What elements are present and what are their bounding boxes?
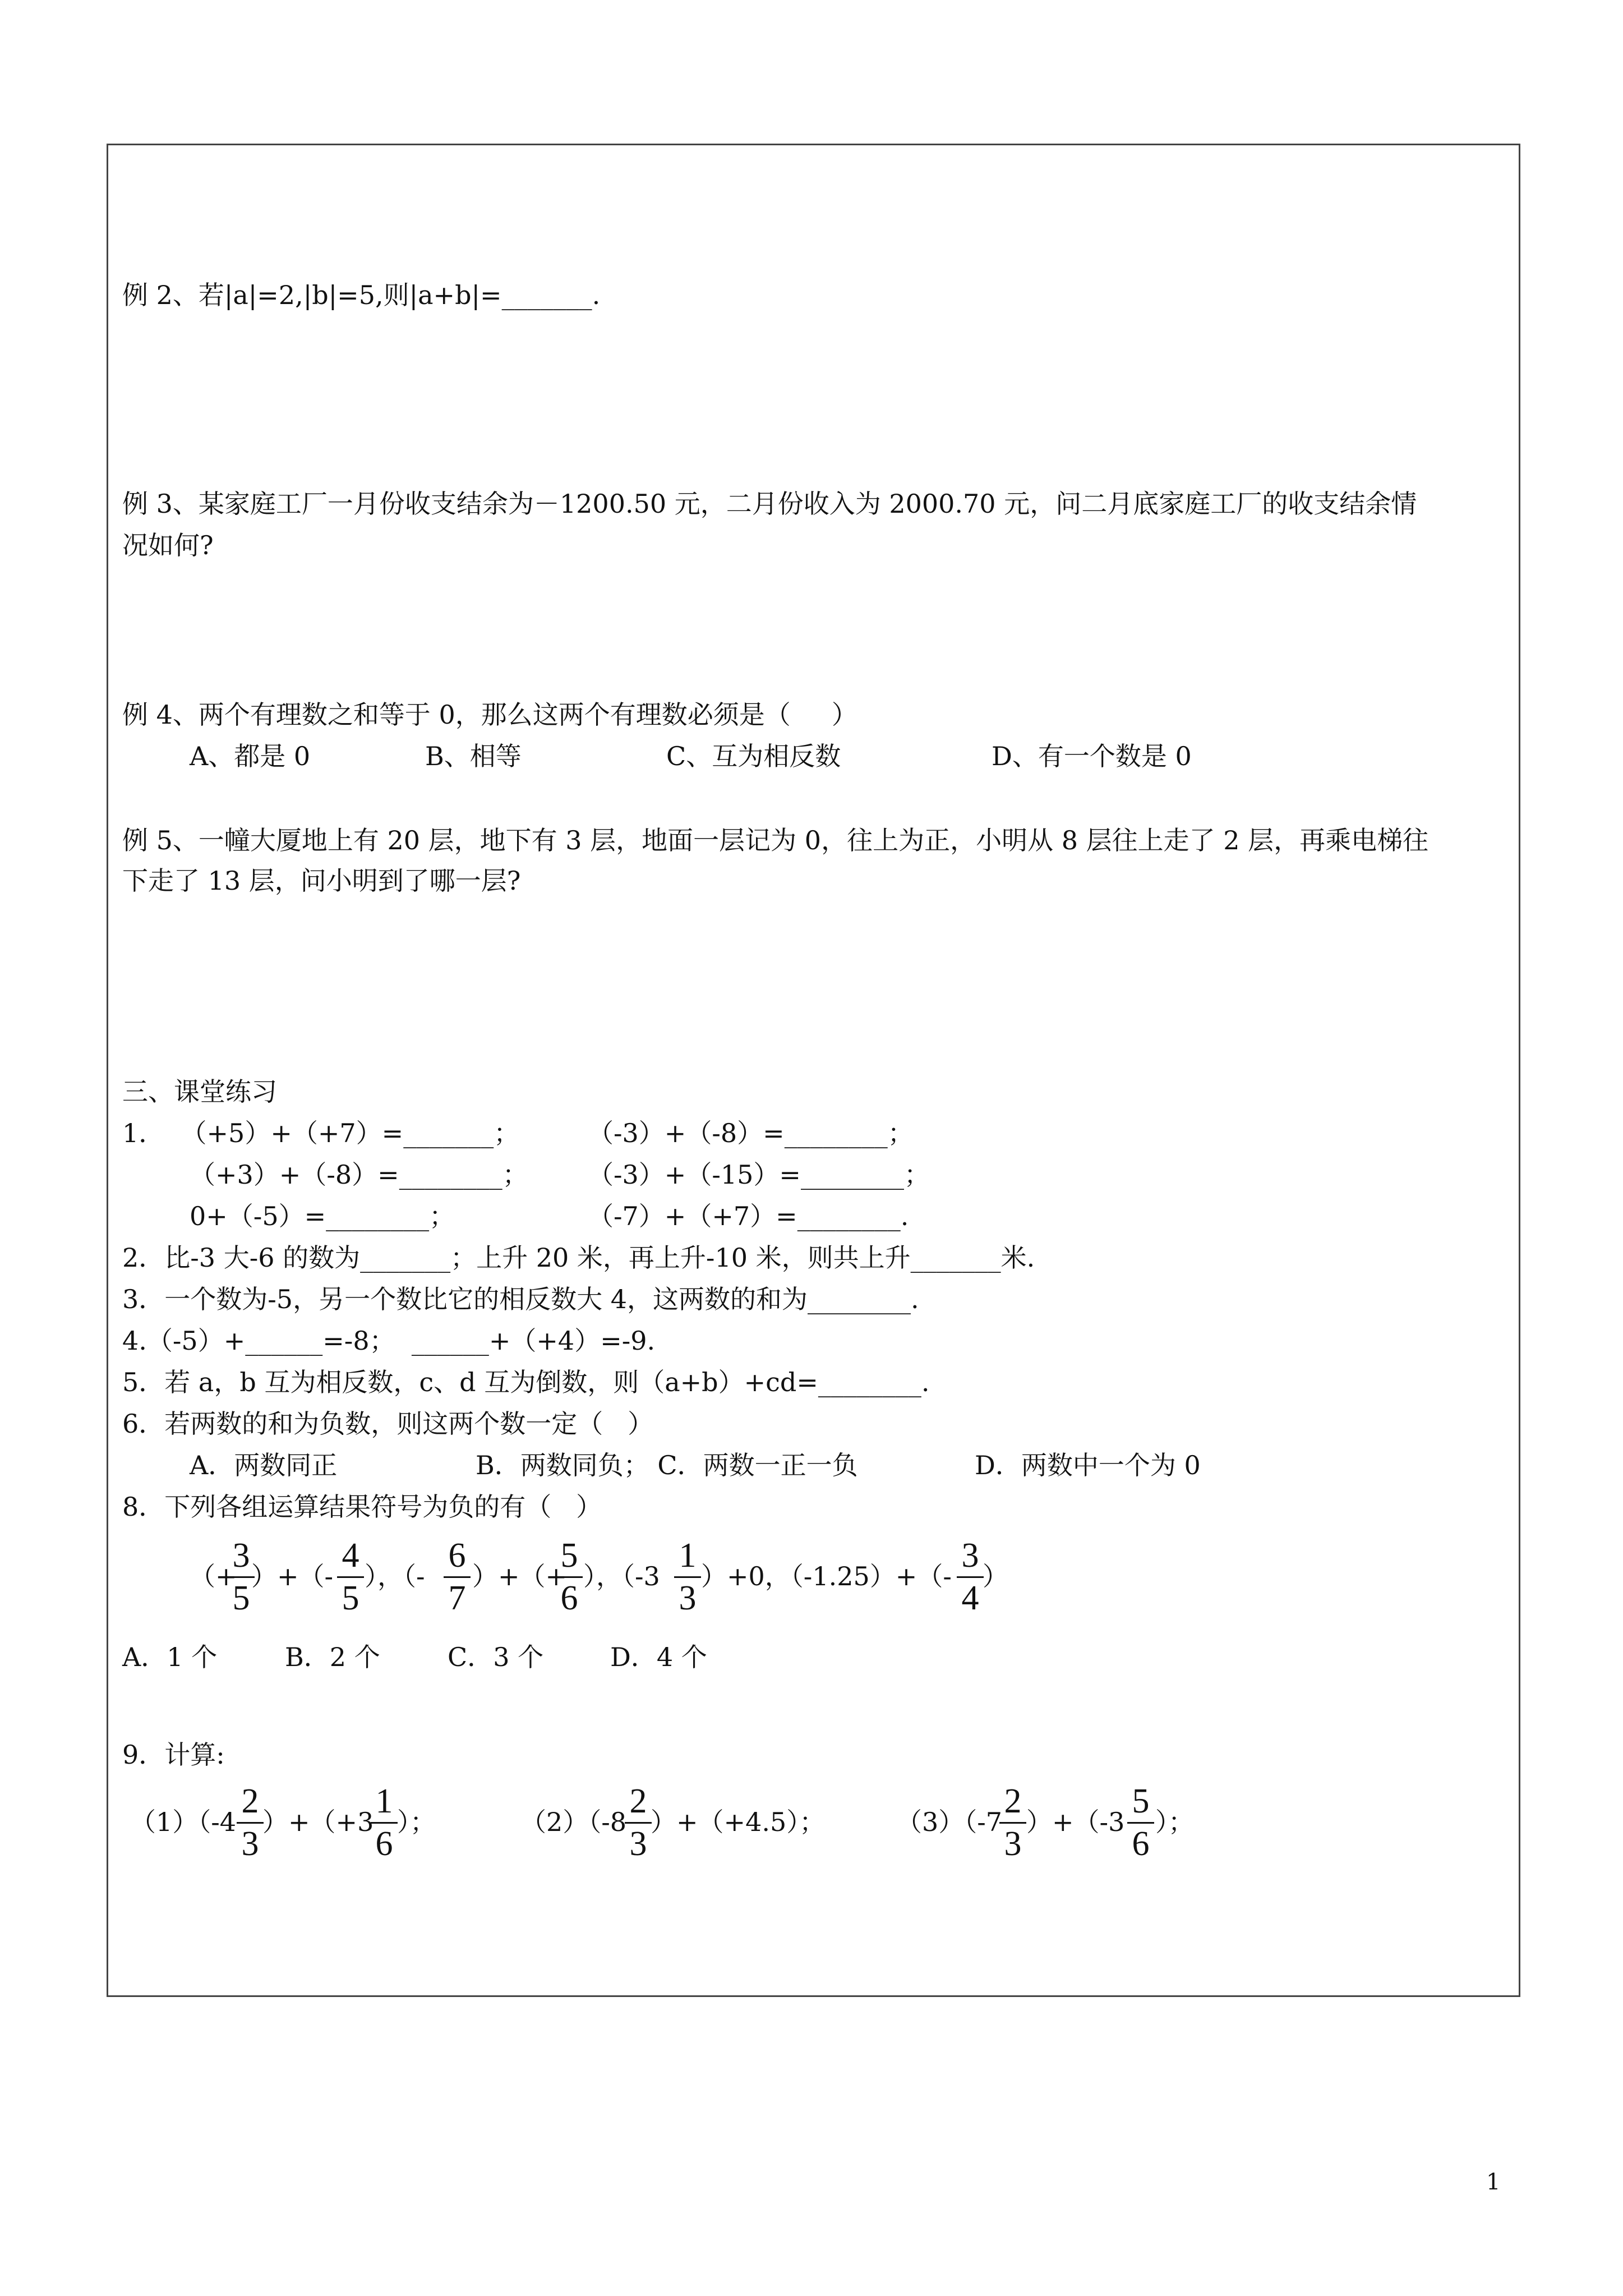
q9-part: （1）（-4	[130, 1807, 237, 1837]
q6-option-a: A．两数同正	[190, 1450, 338, 1480]
section-title: 三、课堂练习	[122, 1076, 277, 1107]
content-frame	[107, 144, 1520, 1997]
question-4: 4.（-5）+______=-8； ______+（+4）=-9.	[122, 1326, 656, 1356]
q1-right-2: （-3）+（-15）=________；	[588, 1159, 930, 1190]
q1-left-3: 0+（-5）=________；	[190, 1201, 455, 1231]
example-2: 例 2、若|a|=2,|b|=5,则|a+b|=_______.	[122, 280, 601, 310]
q9-part: ）；	[397, 1807, 436, 1837]
page-number: 1	[1486, 2169, 1501, 2195]
example-3-line-2: 况如何?	[122, 530, 214, 560]
q8-expr-part: ）+（+	[472, 1561, 568, 1591]
q1-left-2: （+3）+（-8）=________；	[190, 1159, 528, 1190]
q8-option-c: C．3 个	[448, 1642, 544, 1672]
q9-part: ）；	[1155, 1807, 1194, 1837]
q6-option-b-c: B．两数同负； C．两数一正一负	[476, 1450, 858, 1480]
example-5-line-2: 下走了 13 层，问小明到了哪一层?	[122, 866, 521, 896]
q8-expr-part: （+	[190, 1561, 237, 1591]
q8-expr-part: ），（-3	[583, 1561, 660, 1591]
q8-option-a: A．1 个	[122, 1642, 218, 1672]
q8-expr-part: ），（-	[365, 1561, 425, 1591]
q9-part: ）+（+4.5）；	[651, 1807, 826, 1837]
q9-part: ）+（-3	[1026, 1807, 1125, 1837]
question-8: 8．下列各组运算结果符号为负的有（ ）	[122, 1492, 602, 1522]
example-4-option-a: A、都是 0	[190, 741, 311, 771]
example-4-option-c: C、互为相反数	[666, 741, 841, 771]
q8-expr-part: ）+（-	[251, 1561, 334, 1591]
example-4: 例 4、两个有理数之和等于 0，那么这两个有理数必须是（ ）	[122, 700, 857, 730]
question-9: 9．计算:	[122, 1740, 225, 1770]
question-5: 5．若 a，b 互为相反数，c、d 互为倒数，则（a+b）+cd=________.	[122, 1367, 930, 1397]
q9-part: （2）（-8	[520, 1807, 627, 1837]
q1-right-1: （-3）+（-8）=________；	[588, 1118, 914, 1148]
q8-expr-part: ）	[983, 1561, 1008, 1591]
q1-right-3: （-7）+（+7）=________.	[588, 1201, 909, 1231]
q8-option-b: B．2 个	[285, 1642, 380, 1672]
q9-part: （3）（-7	[896, 1807, 1003, 1837]
q8-expr-part: ）+0，（-1.25）+（-	[701, 1561, 952, 1591]
example-3-line-1: 例 3、某家庭工厂一月份收支结余为－1200.50 元，二月份收入为 2000.70 元，问二月底家庭工厂的收支结余情	[122, 489, 1417, 519]
question-3: 3．一个数为-5，另一个数比它的相反数大 4，这两数的和为________.	[122, 1284, 919, 1314]
question-2: 2．比-3 大-6 的数为_______；上升 20 米，再上升-10 米，则共上升_______米.	[122, 1243, 1035, 1273]
q9-part: ）+（+3	[262, 1807, 374, 1837]
q6-option-d: D．两数中一个为 0	[975, 1450, 1201, 1480]
example-4-option-d: D、有一个数是 0	[992, 741, 1192, 771]
question-6: 6．若两数的和为负数，则这两个数一定（ ）	[122, 1409, 654, 1439]
q8-option-d: D．4 个	[610, 1642, 707, 1672]
example-5-line-1: 例 5、一幢大厦地上有 20 层，地下有 3 层，地面一层记为 0，往上为正，小明从 8 层往上走了 2 层，再乘电梯往	[122, 825, 1429, 855]
q1-left-1: 1． （+5）+（+7）=_______；	[122, 1118, 520, 1148]
example-4-option-b: B、相等	[425, 741, 522, 771]
